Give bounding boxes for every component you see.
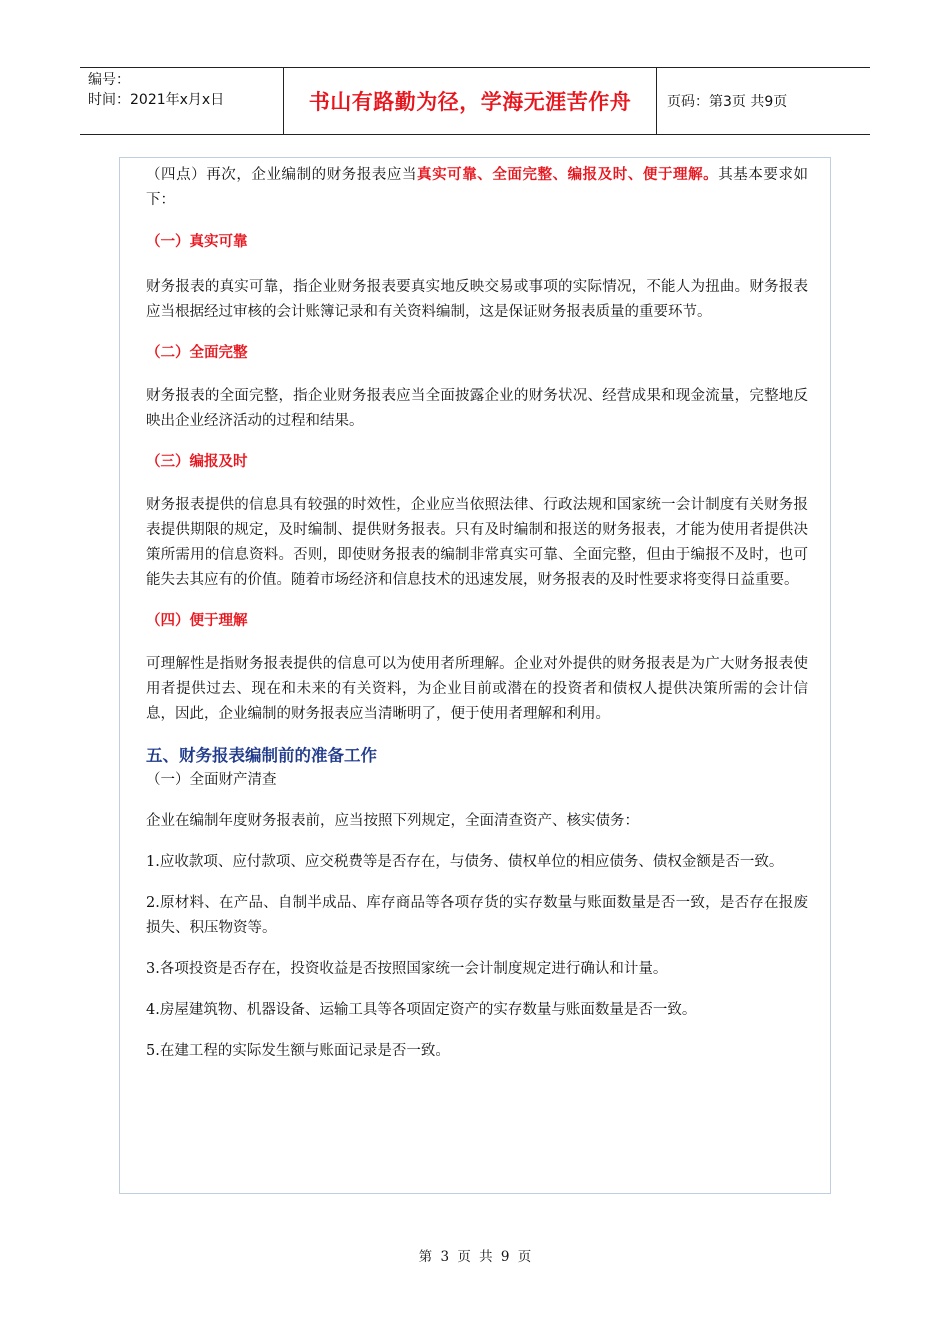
section-intro-5: 企业在编制年度财务报表前，应当按照下列规定，全面清查资产、核实债务： bbox=[146, 813, 639, 829]
page-footer: 第 3 页 共 9 页 bbox=[418, 1249, 532, 1265]
intro-paragraph bbox=[146, 162, 808, 213]
section-body-4: 可理解性是指财务报表提供的信息可以为使用者所理解。企业对外提供的财务报表是为广大财务报表使用者提供过去、现在和未来的有关资料，为企业目前或潜在的投资者和债权人提供决策所需的会计信息，因此，企业编制的财务报表应当清晰明了，便于使用者理解和利用。 bbox=[146, 656, 808, 722]
section-subtitle-5: （一）全面财产清查 bbox=[146, 772, 277, 788]
intro-prefix: （四点）再次，企业编制的财务报表应当 bbox=[146, 167, 418, 183]
list-item-3: 3.各项投资是否存在，投资收益是否按照国家统一会计制度规定进行确认和计量。 bbox=[146, 961, 668, 977]
intro-suffix: 其基本要求如下： bbox=[146, 167, 809, 208]
section-title-4: （四）便于理解 bbox=[146, 613, 248, 629]
list-item-1: 1.应收款项、应付款项、应交税费等是否存在，与债务、债权单位的相应债务、债权金额是否一致。 bbox=[146, 854, 784, 870]
section-title-2: （二）全面完整 bbox=[146, 345, 248, 361]
list-item-2: 2.原材料、在产品、自制半成品、库存商品等各项存货的实存数量与账面数量是否一致，是否存在报废损失、积压物资等。 bbox=[146, 895, 808, 936]
list-item-5: 5.在建工程的实际发生额与账面记录是否一致。 bbox=[146, 1043, 450, 1059]
section-body-2: 财务报表的全面完整，指企业财务报表应当全面披露企业的财务状况、经营成果和现金流量，完整地反映出企业经济活动的过程和结果。 bbox=[146, 388, 808, 429]
intro-emphasis: 真实可靠、全面完整、编报及时、便于理解。 bbox=[417, 166, 719, 183]
page-header bbox=[80, 67, 870, 135]
section-body-1: 财务报表的真实可靠，指企业财务报表要真实地反映交易或事项的实际情况，不能人为扭曲。财务报表应当根据经过审核的会计账簿记录和有关资料编制，这是保证财务报表质量的重要环节。 bbox=[146, 279, 808, 320]
section-title-5: 五、财务报表编制前的准备工作 bbox=[146, 746, 377, 765]
header-meta bbox=[80, 68, 283, 134]
list-item-4: 4.房屋建筑物、机器设备、运输工具等各项固定资产的实存数量与账面数量是否一致。 bbox=[146, 1002, 697, 1018]
date-label: 时间：2021年x月x日 bbox=[88, 92, 225, 108]
number-label: 编号： bbox=[88, 72, 130, 88]
header-motto: 书山有路勤为径，学海无涯苦作舟 bbox=[283, 68, 657, 134]
content-box bbox=[119, 157, 831, 1194]
section-body-3: 财务报表提供的信息具有较强的时效性，企业应当依照法律、行政法规和国家统一会计制度有关财务报表提供期限的规定，及时编制、提供财务报表。只有及时编制和报送的财务报表，才能为使用者提供决策所需用的信息资料。否则，即使财务报表的编制非常真实可靠、全面完整，但由于编报不及时，也可能失去其应有的价值。随着市场经济和信息技术的迅速发展，财务报表的及时性要求将变得日益重要。 bbox=[146, 497, 808, 588]
section-title-3: （三）编报及时 bbox=[146, 454, 248, 470]
header-page-label: 页码：第3页 共9页 bbox=[667, 94, 788, 110]
section-title-1: （一）真实可靠 bbox=[146, 234, 248, 250]
